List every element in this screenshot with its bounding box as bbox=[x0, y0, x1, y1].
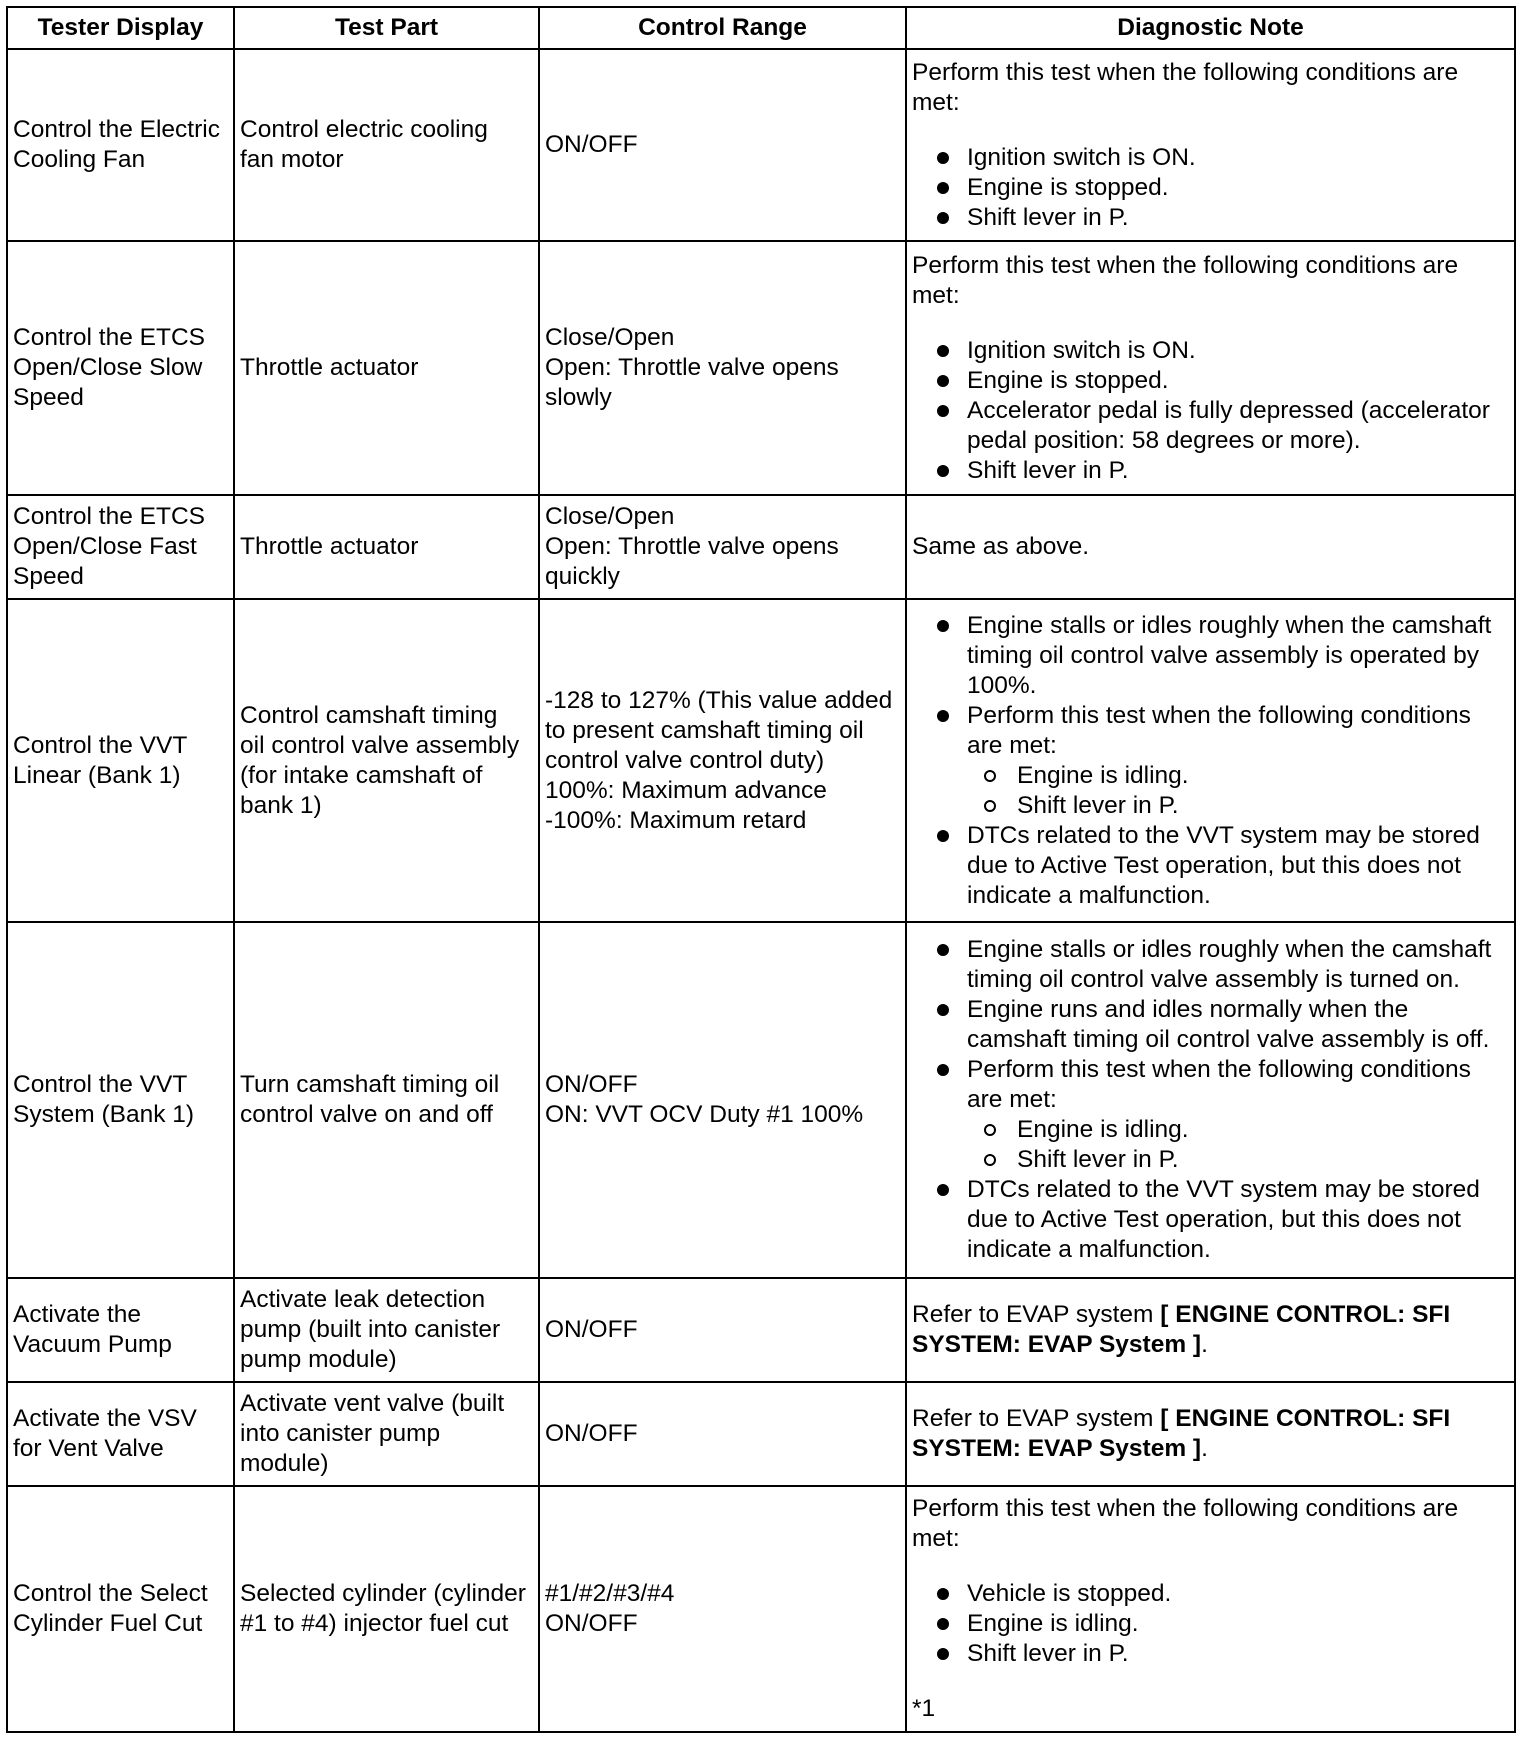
footnote-ref: *1 bbox=[912, 1695, 936, 1722]
cell-line: Vacuum Pump bbox=[13, 1331, 172, 1358]
cell-line: Activate vent valve (built bbox=[240, 1390, 505, 1417]
tester-display-cell bbox=[7, 241, 234, 495]
control-range-cell bbox=[539, 495, 906, 599]
list-item: Engine is stopped. bbox=[912, 366, 1509, 396]
note-prefix: Refer to EVAP system bbox=[912, 1301, 1161, 1328]
cell-line: oil control valve assembly bbox=[240, 731, 520, 759]
active-test-table bbox=[6, 6, 1516, 1733]
header-control-range: Control Range bbox=[539, 7, 906, 49]
control-range-cell bbox=[539, 922, 906, 1278]
cell-line: quickly bbox=[545, 563, 620, 590]
cell-line: to present camshaft timing oil bbox=[545, 716, 864, 744]
cell-line: ON/OFF bbox=[545, 1316, 638, 1343]
cell-line: Control the VVT bbox=[13, 731, 188, 759]
test-part-cell bbox=[234, 1382, 539, 1486]
note-text: Same as above. bbox=[912, 533, 1090, 560]
cell-line: Throttle actuator bbox=[240, 354, 419, 381]
sub-list-item: Shift lever in P. bbox=[967, 791, 1509, 821]
list-item: DTCs related to the VVT system may be stored due to Active Test operation, but this does not indicate a malfunction. bbox=[912, 1175, 1509, 1265]
diagnostic-note-cell bbox=[906, 49, 1515, 241]
list-item: Vehicle is stopped. bbox=[912, 1579, 1509, 1609]
diagnostic-note-cell bbox=[906, 599, 1515, 922]
cell-line: into canister pump bbox=[240, 1420, 441, 1447]
diagnostic-note-cell bbox=[906, 1382, 1515, 1486]
cell-line: Open: Throttle valve opens bbox=[545, 533, 839, 560]
sub-list-item: Engine is idling. bbox=[967, 761, 1509, 791]
evap-system-reference-link[interactable]: [ ENGINE CONTROL: SFI SYSTEM: EVAP System ] bbox=[912, 1301, 1451, 1358]
cell-line: bank 1) bbox=[240, 791, 322, 819]
list-item: DTCs related to the VVT system may be stored due to Active Test operation, but this does not indicate a malfunction. bbox=[912, 821, 1509, 911]
list-item: Shift lever in P. bbox=[912, 203, 1509, 233]
header-tester-display: Tester Display bbox=[7, 7, 234, 49]
table-row bbox=[7, 241, 1515, 495]
cell-line: 100%: Maximum advance bbox=[545, 776, 827, 804]
table-row bbox=[7, 1382, 1515, 1486]
condition-list bbox=[912, 1579, 1509, 1669]
sub-condition-list bbox=[967, 761, 1509, 821]
list-item: Ignition switch is ON. bbox=[912, 143, 1509, 173]
diagnostic-note-cell bbox=[906, 1486, 1515, 1732]
cell-line: module) bbox=[240, 1450, 329, 1477]
list-item: Accelerator pedal is fully depressed (accelerator pedal position: 58 degrees or more). bbox=[912, 396, 1509, 456]
note-suffix: . bbox=[1201, 1435, 1208, 1462]
cell-line: Activate the bbox=[13, 1301, 142, 1328]
list-item bbox=[912, 701, 1509, 821]
table-row bbox=[7, 1486, 1515, 1732]
test-part-cell bbox=[234, 922, 539, 1278]
cell-line: ON/OFF bbox=[545, 131, 638, 158]
table-row bbox=[7, 599, 1515, 922]
diagnostic-note-cell bbox=[906, 1278, 1515, 1382]
cell-line: Control electric cooling bbox=[240, 116, 488, 143]
cell-line: pump (built into canister bbox=[240, 1316, 501, 1343]
control-range-cell bbox=[539, 1278, 906, 1382]
cell-line: ON/OFF bbox=[545, 1071, 638, 1098]
table-row bbox=[7, 49, 1515, 241]
cell-line: fan motor bbox=[240, 146, 344, 173]
tester-display-cell bbox=[7, 1278, 234, 1382]
cell-line: Open/Close Fast bbox=[13, 533, 197, 560]
cell-line: Throttle actuator bbox=[240, 533, 419, 560]
note-list bbox=[912, 611, 1509, 911]
tester-display-cell bbox=[7, 1382, 234, 1486]
control-range-cell bbox=[539, 599, 906, 922]
header-row bbox=[7, 7, 1515, 49]
cell-line: -128 to 127% (This value added bbox=[545, 686, 893, 714]
test-part-cell bbox=[234, 495, 539, 599]
cell-line: Speed bbox=[13, 563, 84, 590]
test-part-cell bbox=[234, 1278, 539, 1382]
table-row bbox=[7, 1278, 1515, 1382]
table-row bbox=[7, 922, 1515, 1278]
active-test-table-container bbox=[6, 6, 1514, 1733]
sub-list-item: Engine is idling. bbox=[967, 1115, 1509, 1145]
cell-line: #1 to #4) injector fuel cut bbox=[240, 1610, 509, 1637]
cell-line: Cooling Fan bbox=[13, 146, 146, 173]
cell-line: Speed bbox=[13, 384, 84, 411]
cell-line: (for intake camshaft of bbox=[240, 761, 483, 789]
sub-condition-list bbox=[967, 1115, 1509, 1175]
test-part-cell bbox=[234, 49, 539, 241]
cell-line: System (Bank 1) bbox=[13, 1101, 195, 1128]
cell-line: Control the ETCS bbox=[13, 503, 205, 530]
cell-line: ON: VVT OCV Duty #1 100% bbox=[545, 1101, 864, 1128]
cell-line: Activate leak detection bbox=[240, 1286, 486, 1313]
cell-line: #1/#2/#3/#4 bbox=[545, 1580, 675, 1607]
list-item: Engine is idling. bbox=[912, 1609, 1509, 1639]
test-part-cell bbox=[234, 599, 539, 922]
cell-line: Control the ETCS bbox=[13, 324, 205, 351]
note-prefix: Refer to EVAP system bbox=[912, 1405, 1161, 1432]
control-range-cell bbox=[539, 49, 906, 241]
cell-line: control valve on and off bbox=[240, 1101, 493, 1128]
diagnostic-note-cell bbox=[906, 922, 1515, 1278]
list-item: Ignition switch is ON. bbox=[912, 336, 1509, 366]
cell-line: Control the Select bbox=[13, 1580, 208, 1607]
note-suffix: . bbox=[1201, 1331, 1208, 1358]
cell-line: Open: Throttle valve opens bbox=[545, 354, 839, 381]
tester-display-cell bbox=[7, 49, 234, 241]
note-intro: Perform this test when the following conditions are met: bbox=[912, 58, 1459, 116]
cell-line: Activate the VSV bbox=[13, 1405, 197, 1432]
tester-display-cell bbox=[7, 1486, 234, 1732]
tester-display-cell bbox=[7, 599, 234, 922]
list-item: Shift lever in P. bbox=[912, 1639, 1509, 1669]
list-item-text: Perform this test when the following conditions are met: bbox=[967, 1056, 1471, 1113]
list-item-text: Perform this test when the following conditions are met: bbox=[967, 701, 1471, 759]
cell-line: Selected cylinder (cylinder bbox=[240, 1580, 526, 1607]
cell-line: pump module) bbox=[240, 1346, 397, 1373]
tester-display-cell bbox=[7, 922, 234, 1278]
cell-line: Close/Open bbox=[545, 324, 675, 351]
condition-list bbox=[912, 143, 1509, 233]
list-item: Engine runs and idles normally when the camshaft timing oil control valve assembly is off. bbox=[912, 995, 1509, 1055]
cell-line: slowly bbox=[545, 384, 612, 411]
cell-line: for Vent Valve bbox=[13, 1435, 164, 1462]
cell-line: Linear (Bank 1) bbox=[13, 761, 181, 789]
tester-display-cell bbox=[7, 495, 234, 599]
list-item: Engine stalls or idles roughly when the camshaft timing oil control valve assembly is turned on. bbox=[912, 935, 1509, 995]
diagnostic-note-cell bbox=[906, 495, 1515, 599]
control-range-cell bbox=[539, 241, 906, 495]
control-range-cell bbox=[539, 1382, 906, 1486]
note-intro: Perform this test when the following conditions are met: bbox=[912, 1495, 1459, 1552]
cell-line: Turn camshaft timing oil bbox=[240, 1071, 500, 1098]
cell-line: Control the VVT bbox=[13, 1071, 188, 1098]
cell-line: ON/OFF bbox=[545, 1610, 638, 1637]
cell-line: Open/Close Slow bbox=[13, 354, 203, 381]
test-part-cell bbox=[234, 1486, 539, 1732]
table-row bbox=[7, 495, 1515, 599]
header-diagnostic-note: Diagnostic Note bbox=[906, 7, 1515, 49]
cell-line: control valve control duty) bbox=[545, 746, 825, 774]
note-intro: Perform this test when the following conditions are met: bbox=[912, 251, 1459, 309]
cell-line: Cylinder Fuel Cut bbox=[13, 1610, 203, 1637]
list-item: Shift lever in P. bbox=[912, 456, 1509, 486]
cell-line: ON/OFF bbox=[545, 1420, 638, 1447]
evap-system-reference-link[interactable]: [ ENGINE CONTROL: SFI SYSTEM: EVAP System ] bbox=[912, 1405, 1451, 1462]
test-part-cell bbox=[234, 241, 539, 495]
note-list bbox=[912, 935, 1509, 1265]
cell-line: -100%: Maximum retard bbox=[545, 806, 807, 834]
control-range-cell bbox=[539, 1486, 906, 1732]
list-item: Engine stalls or idles roughly when the camshaft timing oil control valve assembly is operated by 100%. bbox=[912, 611, 1509, 701]
cell-line: Control the Electric bbox=[13, 116, 220, 143]
list-item: Engine is stopped. bbox=[912, 173, 1509, 203]
diagnostic-note-cell bbox=[906, 241, 1515, 495]
condition-list bbox=[912, 336, 1509, 486]
header-test-part: Test Part bbox=[234, 7, 539, 49]
cell-line: Close/Open bbox=[545, 503, 675, 530]
cell-line: Control camshaft timing bbox=[240, 701, 498, 729]
sub-list-item: Shift lever in P. bbox=[967, 1145, 1509, 1175]
list-item bbox=[912, 1055, 1509, 1175]
